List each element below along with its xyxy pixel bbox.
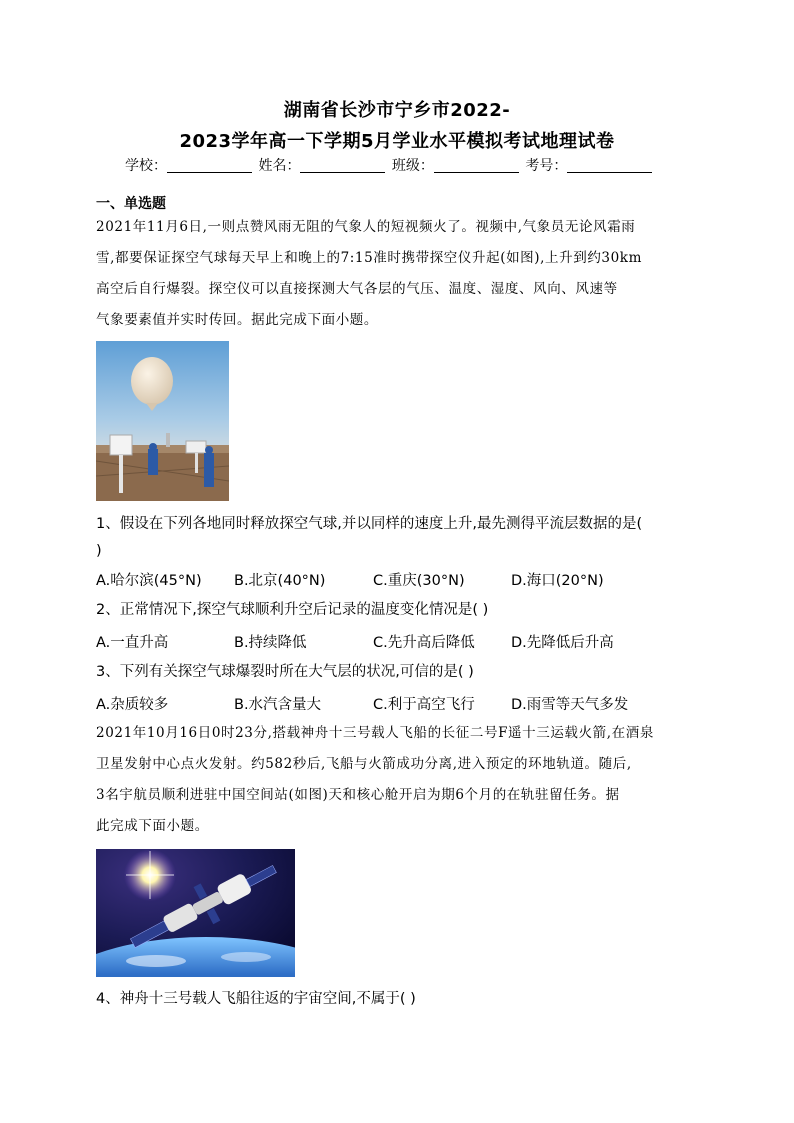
question-1-options: [96, 569, 706, 591]
passage-line: 卫星发射中心点火发射。约582秒后,飞船与火箭成功分离,进入预定的环地轨道。随后,: [96, 756, 632, 772]
question-1-stem-cont: ): [96, 543, 102, 559]
class-label: 班级：: [391, 158, 434, 174]
exam-title-line-2: 2023学年高一下学期5月学业水平模拟考试地理试卷: [179, 131, 615, 152]
passage-line: 2021年11月6日,一则点赞风雨无阻的气象人的短视频火了。视频中,气象员无论风霜雨: [96, 219, 636, 235]
passage-line: 气象要素值并实时传回。据此完成下面小题。: [96, 312, 378, 328]
passage-1: [96, 212, 698, 336]
question-2-stem: 2、正常情况下,探空气球顺利升空后记录的温度变化情况是( ): [96, 602, 489, 618]
question-3-options: [96, 693, 706, 715]
question-1-stem: 1、假设在下列各地同时释放探空气球,并以同样的速度上升,最先测得平流层数据的是(: [96, 516, 643, 532]
student-info-row: [125, 155, 685, 175]
passage-2: [96, 718, 698, 842]
class-blank[interactable]: [434, 158, 519, 173]
option-a[interactable]: A.哈尔滨(45°N): [96, 573, 202, 589]
option-a[interactable]: A.一直升高: [96, 635, 169, 651]
number-blank[interactable]: [567, 158, 652, 173]
passage-line: 高空后自行爆裂。探空仪可以直接探测大气各层的气压、温度、湿度、风向、风速等: [96, 281, 618, 297]
passage-line: 3名宇航员顺利进驻中国空间站(如图)天和核心舱开启为期6个月的在轨驻留任务。据: [96, 787, 620, 803]
passage-line: 雪,都要保证探空气球每天早上和晚上的7:15准时携带探空仪升起(如图),上升到约30km: [96, 250, 642, 266]
section-heading: 一、单选题: [96, 196, 166, 212]
balloon-photo: [96, 341, 229, 501]
exam-title-line-1: 湖南省长沙市宁乡市2022-: [283, 100, 511, 121]
space-station-photo: [96, 849, 295, 977]
option-b[interactable]: B.北京(40°N): [234, 573, 326, 589]
option-c[interactable]: C.先升高后降低: [373, 635, 475, 651]
passage-line: 2021年10月16日0时23分,搭载神舟十三号载人飞船的长征二号F遥十三运载火箭,在酒泉: [96, 725, 654, 741]
question-2-options: [96, 631, 706, 653]
option-c[interactable]: C.重庆(30°N): [373, 573, 465, 589]
option-a[interactable]: A.杂质较多: [96, 697, 169, 713]
question-4-stem: 4、神舟十三号载人飞船往返的宇宙空间,不属于( ): [96, 991, 416, 1007]
option-b[interactable]: B.持续降低: [234, 635, 307, 651]
name-label: 姓名：: [258, 158, 301, 174]
passage-line: 此完成下面小题。: [96, 818, 209, 834]
number-label: 考号：: [525, 158, 568, 174]
option-d[interactable]: D.先降低后升高: [511, 635, 614, 651]
option-d[interactable]: D.雨雪等天气多发: [511, 697, 629, 713]
option-b[interactable]: B.水汽含量大: [234, 697, 322, 713]
option-c[interactable]: C.利于高空飞行: [373, 697, 475, 713]
school-label: 学校：: [125, 158, 167, 174]
question-3-stem: 3、下列有关探空气球爆裂时所在大气层的状况,可信的是( ): [96, 664, 474, 680]
school-blank[interactable]: [167, 158, 252, 173]
name-blank[interactable]: [300, 158, 385, 173]
option-d[interactable]: D.海口(20°N): [511, 573, 604, 589]
